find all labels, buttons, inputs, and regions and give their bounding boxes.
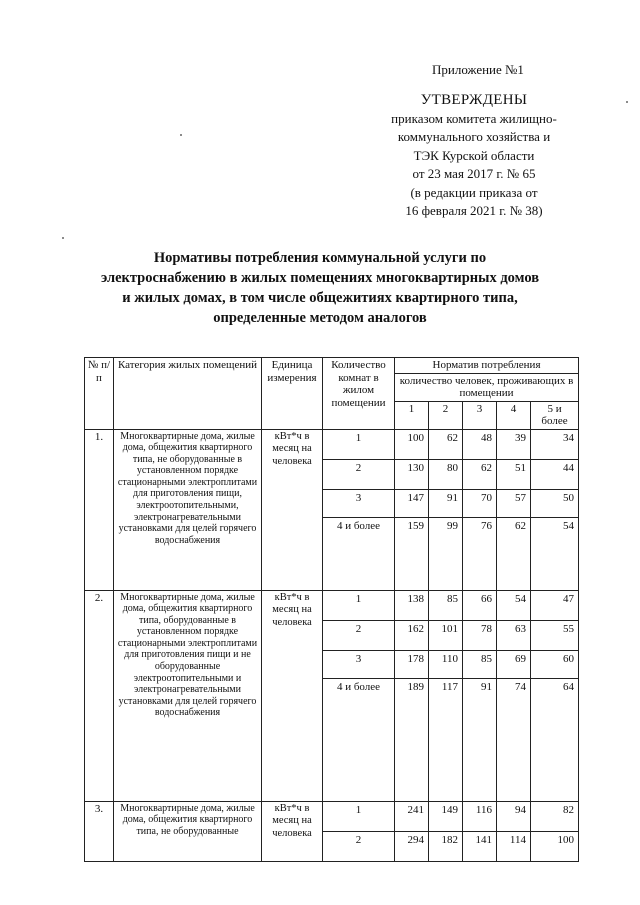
norm-value: 74 [497,678,531,801]
rooms-cell: 3 [323,489,395,517]
table-row [85,429,579,459]
norm-value: 99 [429,517,463,590]
rooms-cell: 2 [323,459,395,489]
norm-value: 149 [429,801,463,831]
norm-value: 117 [429,678,463,801]
title-line: Нормативы потребления коммунальной услуги по [153,250,487,266]
rooms-cell: 1 [323,429,395,459]
norm-value: 62 [463,459,497,489]
norm-value: 82 [531,801,579,831]
norm-value: 241 [395,801,429,831]
rooms-cell: 2 [323,620,395,650]
norm-value: 34 [531,429,579,459]
header-people-col: 5 и более [531,401,579,429]
approval-block [370,90,578,220]
row-number: 3. [85,801,114,861]
rooms-cell: 1 [323,801,395,831]
norm-value: 47 [531,590,579,620]
approval-line: 16 февраля 2021 г. № 38) [405,203,543,219]
norm-value: 147 [395,489,429,517]
rooms-cell: 4 и более [323,678,395,801]
norm-value: 62 [429,429,463,459]
header-people-col: 1 [395,401,429,429]
norm-value: 141 [463,831,497,861]
norm-value: 85 [429,590,463,620]
title-line: электроснабжению в жилых помещениях многоквартирных домов [100,270,540,286]
norm-value: 294 [395,831,429,861]
document-title [70,248,570,328]
row-number: 2. [85,590,114,801]
approval-heading: УТВЕРЖДЕНЫ [420,92,528,108]
header-category: Категория жилых помещений [114,358,262,430]
header-unit: Единица измерения [262,358,323,430]
approval-line: ТЭК Курской области [413,147,535,163]
norm-value: 44 [531,459,579,489]
norm-value: 76 [463,517,497,590]
norm-value: 48 [463,429,497,459]
norm-value: 159 [395,517,429,590]
scan-speck [62,237,64,239]
norm-value: 94 [497,801,531,831]
category-cell: Многоквартирные дома, жилые дома, общежития квартирного типа, не оборудованные в установленном порядке стационарными электроплитами для приготовления пищи, электроотопительными, электронагревательными установками для целей горячего водоснабжения [114,429,262,590]
norm-value: 78 [463,620,497,650]
norm-value: 162 [395,620,429,650]
scan-speck [626,101,628,103]
norm-value: 64 [531,678,579,801]
norms-table [84,357,579,862]
table-row [85,590,579,620]
approval-line: приказом комитета жилищно- [391,111,557,126]
norm-value: 57 [497,489,531,517]
norm-value: 101 [429,620,463,650]
scan-speck [180,134,182,136]
norm-value: 91 [463,678,497,801]
norm-value: 70 [463,489,497,517]
norm-value: 100 [395,429,429,459]
norm-value: 189 [395,678,429,801]
row-number: 1. [85,429,114,590]
norm-value: 114 [497,831,531,861]
unit-cell: кВт*ч в месяц на человека [262,801,323,861]
header-people-col: 2 [429,401,463,429]
title-line: определенные методом аналогов [213,310,427,326]
norm-value: 50 [531,489,579,517]
norm-value: 63 [497,620,531,650]
norm-value: 178 [395,650,429,678]
title-line: и жилых домах, в том числе общежитиях квартирного типа, [122,290,518,306]
norm-value: 110 [429,650,463,678]
norm-value: 100 [531,831,579,861]
unit-cell: кВт*ч в месяц на человека [262,429,323,590]
unit-cell: кВт*ч в месяц на человека [262,590,323,801]
appendix-label: Приложение №1 [432,62,524,77]
category-cell: Многоквартирные дома, жилые дома, общежития квартирного типа, оборудованные в установленном порядке стационарными электроплитами для приготовления пищи и не оборудованные электроотопительными и электронагревательными установками для целей горячего водоснабжения [114,590,262,801]
header-num: № п/п [85,358,114,430]
norm-value: 130 [395,459,429,489]
header-people-col: 4 [497,401,531,429]
norm-value: 80 [429,459,463,489]
header-rooms: Количество комнат в жилом помещении [323,358,395,430]
category-cell: Многоквартирные дома, жилые дома, общежития квартирного типа, не оборудованные [114,801,262,861]
norm-value: 116 [463,801,497,831]
norm-value: 138 [395,590,429,620]
norm-value: 39 [497,429,531,459]
norm-value: 54 [531,517,579,590]
rooms-cell: 3 [323,650,395,678]
norm-value: 51 [497,459,531,489]
norm-value: 66 [463,590,497,620]
norm-value: 54 [497,590,531,620]
header-people: количество человек, проживающих в помещении [395,373,579,401]
rooms-cell: 2 [323,831,395,861]
header-people-col: 3 [463,401,497,429]
norm-value: 60 [531,650,579,678]
approval-line: коммунального хозяйства и [397,129,551,145]
approval-line: (в редакции приказа от [410,184,538,200]
norm-value: 91 [429,489,463,517]
norm-value: 62 [497,517,531,590]
header-norm: Норматив потребления [395,358,579,374]
norm-value: 55 [531,620,579,650]
norm-value: 182 [429,831,463,861]
norm-value: 69 [497,650,531,678]
rooms-cell: 4 и более [323,517,395,590]
norm-value: 85 [463,650,497,678]
rooms-cell: 1 [323,590,395,620]
table-row [85,801,579,831]
approval-line: от 23 мая 2017 г. № 65 [412,166,536,182]
